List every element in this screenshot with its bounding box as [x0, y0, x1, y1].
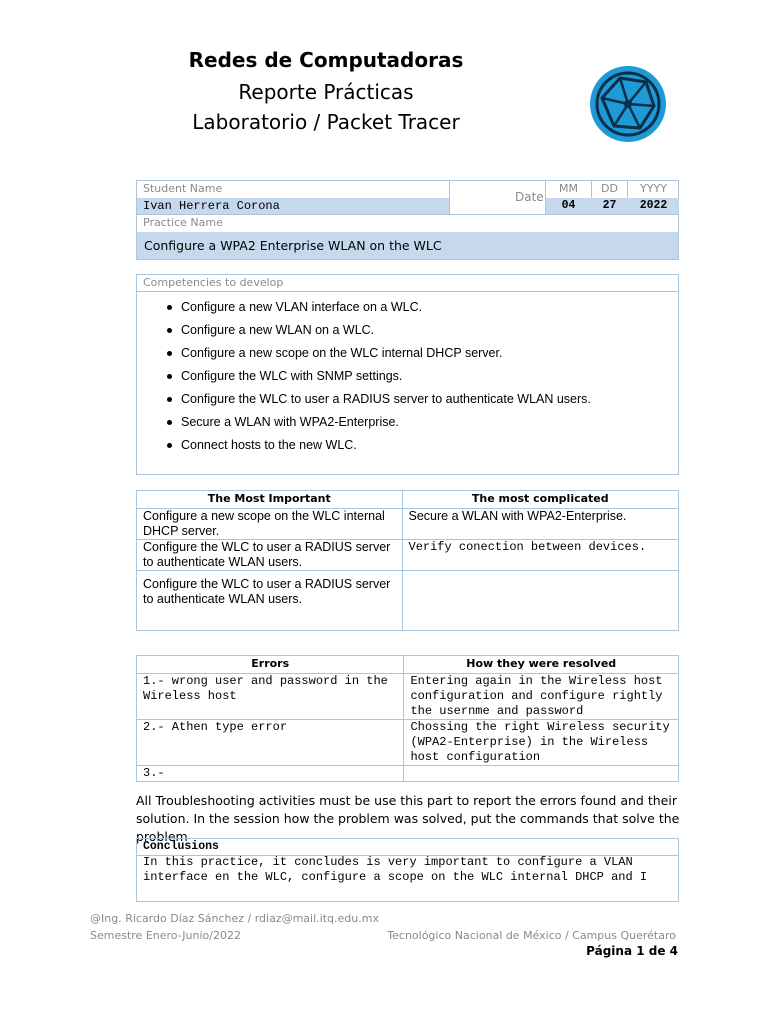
yyyy-value: 2022: [639, 199, 668, 212]
column-header: How they were resolved: [404, 656, 679, 674]
student-info-box: [136, 180, 679, 260]
table-row: [137, 571, 679, 631]
document-subtitle-2: Laboratorio / Packet Tracer: [192, 110, 460, 134]
table-cell: Chossing the right Wireless security (WPA2-Enterprise) in the Wireless host configuration: [404, 720, 679, 766]
table-cell: 1.- wrong user and password in the Wireless host: [137, 674, 404, 720]
column-header: Errors: [137, 656, 404, 674]
document-title: Redes de Computadoras: [188, 48, 464, 72]
footer-semester: Semestre Enero-Junio/2022: [90, 929, 241, 942]
practice-name-value: Configure a WPA2 Enterprise WLAN on the WLC: [144, 238, 442, 253]
table-cell: Configure a new scope on the WLC internal DHCP server.: [137, 509, 403, 540]
document-subtitle: Reporte Prácticas: [238, 80, 414, 104]
date-label: Date: [515, 190, 544, 204]
column-header: The Most Important: [137, 491, 403, 509]
page-number: Página 1 de 4: [586, 944, 678, 958]
student-name-value: Ivan Herrera Corona: [143, 199, 280, 213]
list-item: Configure a new VLAN interface on a WLC.: [167, 299, 591, 322]
competencies-label: Competencies to develop: [143, 276, 284, 289]
mm-label: MM: [559, 182, 578, 195]
table-row: [137, 674, 679, 720]
importance-table: [136, 490, 679, 631]
table-cell: Configure the WLC to user a RADIUS server to authenticate WLAN users.: [137, 571, 403, 631]
column-header: The most complicated: [402, 491, 679, 509]
errors-table: [136, 655, 679, 782]
footer-author: @Ing. Ricardo Díaz Sánchez / rdiaz@mail.itq.edu.mx: [90, 912, 379, 925]
list-item: Configure the WLC with SNMP settings.: [167, 368, 591, 391]
dd-value: 27: [602, 199, 617, 212]
yyyy-label: YYYY: [640, 182, 667, 195]
table-cell: 3.-: [137, 766, 404, 782]
competencies-list: [167, 299, 591, 460]
table-row: [137, 766, 679, 782]
practice-name-label: Practice Name: [143, 216, 223, 229]
conclusions-label: Conclusions: [143, 840, 219, 853]
conclusions-text: In this practice, it concludes is very important to configure a VLAN interface en the WLC, configure a scope on the WLC internal DHCP and I: [143, 855, 648, 884]
student-name-label: Student Name: [143, 182, 223, 195]
list-item: Configure a new scope on the WLC internal DHCP server.: [167, 345, 591, 368]
table-cell: 2.- Athen type error: [137, 720, 404, 766]
footer-institution: Tecnológico Nacional de México / Campus Querétaro: [387, 929, 676, 942]
conclusions-box: [136, 838, 679, 902]
table-row: [137, 540, 679, 571]
competencies-box: [136, 274, 679, 475]
table-row: [137, 720, 679, 766]
instructions-text: All Troubleshooting activities must be use this part to report the errors found and their solution. In the session how the problem was solved, put the commands that solve the problem: [136, 793, 680, 844]
mm-value: 04: [561, 199, 576, 212]
table-row: [137, 509, 679, 540]
table-cell: Configure the WLC to user a RADIUS server to authenticate WLAN users.: [137, 540, 403, 571]
table-cell: Secure a WLAN with WPA2-Enterprise.: [402, 509, 679, 540]
dd-label: DD: [601, 182, 618, 195]
globe-network-icon: [588, 64, 668, 144]
table-cell: [402, 571, 679, 631]
table-cell: Entering again in the Wireless host configuration and configure rightly the usernme and password: [404, 674, 679, 720]
list-item: Configure a new WLAN on a WLC.: [167, 322, 591, 345]
table-cell: Verify conection between devices.: [402, 540, 679, 571]
list-item: Configure the WLC to user a RADIUS server to authenticate WLAN users.: [167, 391, 591, 414]
table-cell: [404, 766, 679, 782]
list-item: Secure a WLAN with WPA2-Enterprise.: [167, 414, 591, 437]
list-item: Connect hosts to the new WLC.: [167, 437, 591, 460]
